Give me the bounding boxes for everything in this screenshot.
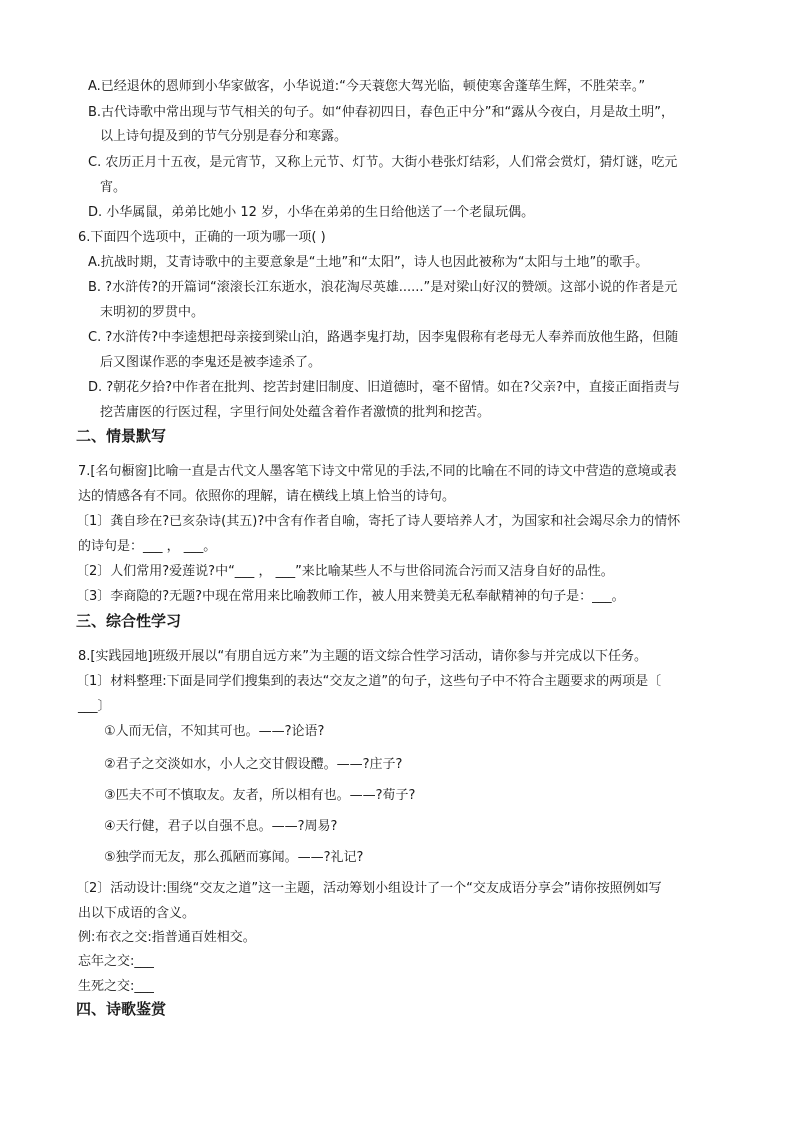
q8-answer-2: 生死之交:___	[78, 979, 154, 994]
q8-part1-line1: 〔1〕材料整理:下面是同学们搜集到的表达“交友之道”的句子，这些句子中不符合主题要求的两项是〔	[76, 674, 662, 689]
q5-option-a: A.已经退休的恩师到小华家做客，小华说道:“今天蓑您大驾光临，顿使寒舍蓬荜生辉，不胜荣幸。”	[88, 79, 646, 94]
q8-intro: 8.[实践园地]班级开展以“有朋自远方来”为主题的语文综合性学习活动，请你参与并完成以下任务。	[78, 649, 648, 664]
section-heading-4: 四、诗歌鉴赏	[76, 1000, 167, 1018]
q8-part2-line1: 〔2〕活动设计:围绕“交友之道”这一主题，活动筹划小组设计了一个“交友成语分享会”请你按照例如写	[76, 881, 662, 896]
q8-item-4: ④天行健，君子以自强不息。——?周易?	[104, 819, 338, 834]
q6-option-c-line1: C. ?水浒传?中李逵想把母亲接到梁山泊，路遇李鬼打劫，因李鬼假称有老母无人奉养而放他生路，但随	[88, 330, 679, 345]
q5-option-b-line1: B.古代诗歌中常出现与节气相关的句子。如“仲春初四日，春色正中分”和“露从今夜白，月是故土明”，	[88, 105, 674, 120]
q6-option-a: A.抗战时期，艾青诗歌中的主要意象是“土地”和“太阳”，诗人也因此被称为“太阳与土地”的歌手。	[88, 255, 649, 270]
q6-option-b-line1: B. ?水浒传?的开篇词“滚滚长江东逝水，浪花淘尽英雄......”是对梁山好汉的赞颂。这部小说的作者是元	[88, 280, 678, 295]
q6-option-b-line2: 末明初的罗贯中。	[100, 305, 205, 320]
q8-part2-line2: 出以下成语的含义。	[78, 906, 196, 921]
q8-item-2: ②君子之交淡如水，小人之交甘假设醴。——?庄子?	[104, 757, 403, 772]
q5-option-c-line2: 宵。	[100, 180, 127, 195]
q7-part3: 〔3〕李商隐的?无题?中现在常用来比喻教师工作，被人用来赞美无私奉献精神的句子是：___。	[76, 589, 625, 604]
q5-option-d: D. 小华属鼠，弟弟比她小 12 岁，小华在弟弟的生日给他送了一个老鼠玩偶。	[88, 205, 535, 220]
q8-item-3: ③匹夫不可不慎取友。友者，所以相有也。——?荀子?	[104, 788, 416, 803]
q6-option-d-line2: 挖苦庸医的行医过程，字里行间处处蕴含着作者激愤的批判和挖苦。	[100, 405, 491, 420]
section-heading-3: 三、综合性学习	[76, 612, 182, 630]
q6-option-d-line1: D. ?朝花夕拾?中作者在批判、挖苦封建旧制度、旧道德时，毫不留情。如在?父亲?中，直接正面指责与	[88, 380, 680, 395]
q6-option-c-line2: 后又图谋作恶的李鬼还是被李逵杀了。	[100, 355, 322, 370]
q5-option-b-line2: 以上诗句提及到的节气分别是春分和寒露。	[100, 129, 348, 144]
q8-answer-1: 忘年之交:___	[78, 954, 154, 969]
q7-intro-line2: 达的情感各有不同。依照你的理解，请在横线上填上恰当的诗句。	[78, 489, 456, 504]
q6-stem: 6.下面四个选项中，正确的一项为哪一项( )	[78, 230, 326, 245]
q8-item-5: ⑤独学而无友，那么孤陋而寡闻。——?礼记?	[104, 850, 364, 865]
q7-intro-line1: 7.[名句橱窗]比喻一直是古代文人墨客笔下诗文中常见的手法,不同的比喻在不同的诗文中营造的意境或表	[78, 464, 677, 479]
q7-part2: 〔2〕人们常用?爱莲说?中“___ ， ___”来比喻某些人不与世俗同流合污而又洁身自好的品性。	[76, 564, 614, 579]
q5-option-c-line1: C. 农历正月十五夜，是元宵节，又称上元节、灯节。大街小巷张灯结彩，人们常会赏灯，猜灯谜，吃元	[88, 155, 678, 170]
section-heading-2: 二、情景默写	[76, 427, 167, 445]
q7-part1-line1: 〔1〕龚自珍在?已亥杂诗(其五)?中含有作者自喻，寄托了诗人要培养人才，为国家和社会竭尽余力的情怀	[76, 514, 681, 529]
q8-example: 例:布衣之交:指普通百姓相交。	[78, 930, 256, 945]
q8-item-1: ①人而无信，不知其可也。——?论语?	[104, 724, 325, 739]
q7-part1-line2: 的诗句是：___ ， ___。	[78, 539, 217, 554]
q8-part1-line2: ___〕	[78, 699, 111, 714]
